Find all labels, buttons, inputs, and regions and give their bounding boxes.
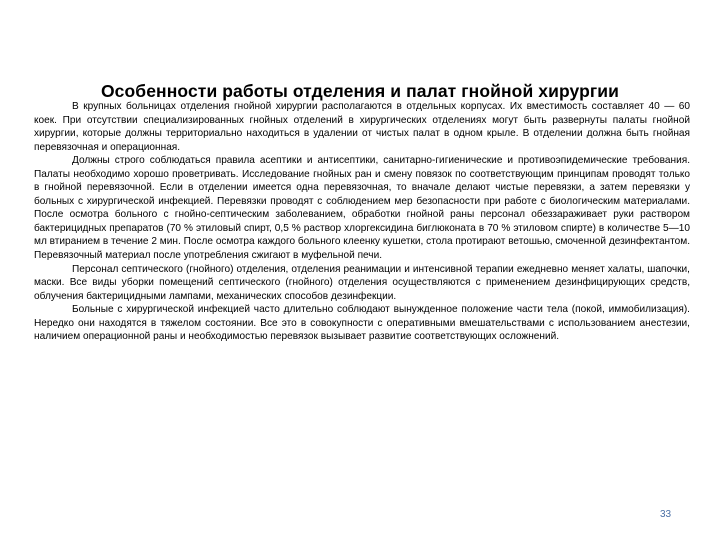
paragraph: Больные с хирургической инфекцией часто длительно соблюдают вынужденное положение части тела (покой, иммобилизация). Нередко они находятся в тяжелом состоянии. Все это в совокупности с оперативными вмешательствами с использованием анестезии, наличием операционной раны и необходимостью перевязок вызывает развитие соответствующих осложнений. [34, 304, 690, 343]
paragraph: Должны строго соблюдаться правила асептики и антисептики, санитарно-гигиенические и противоэпидемические требования. Палаты необходимо хорошо проветривать. Исследование гнойных ран и смену повязок по соответствующим принципам проводят только в гнойной перевязочной. Если в отделении имеется одна перевязочная, то вначале делают чистые перевязки, а затем перевязки у больных с хирургической инфекцией. Перевязки проводят с соблюдением мер безопасности при работе с биологическим материалами. После осмотра больного с гнойно-септическим заболеванием, обработки гнойной раны персонал обеззараживает руки раствором бактерицидных препаратов (70 % этиловый спирт, 0,5 % раствор хлоргексидина биглюконата в 70 % этиловом спирте) в количестве 5—10 мл втиранием в течение 2 мин. После осмотра каждого больного клеенку кушетки, стола протирают ветошью, смоченной дезинфектантом. Перевязочный материал после употребления сжигают в муфельной печи. [34, 155, 690, 262]
paragraph: Персонал септического (гнойного) отделения, отделения реанимации и интенсивной терапии ежедневно меняет халаты, шапочки, маски. Все виды уборки помещений септического (гнойного) отделения осуществляются с применением дезинфицирующих средств, облучения бактерицидными лампами, механических способов дезинфекции. [34, 263, 690, 302]
paragraph: В крупных больницах отделения гнойной хирургии располагаются в отдельных корпусах. Их вместимость составляет 40 — 60 коек. При отсутствии специализированных гнойных отделений в хирургических отделениях могут быть развернуты палаты гнойной хирургии, которые должны территориально находиться в удалении от чистых палат в одном крыле. В отделении должна быть гнойная перевязочная и операционная. [34, 101, 690, 153]
page-number: 33 [660, 509, 672, 520]
page-title: Особенности работы отделения и палат гнойной хирургии [100, 81, 620, 101]
body-text [34, 100, 690, 344]
